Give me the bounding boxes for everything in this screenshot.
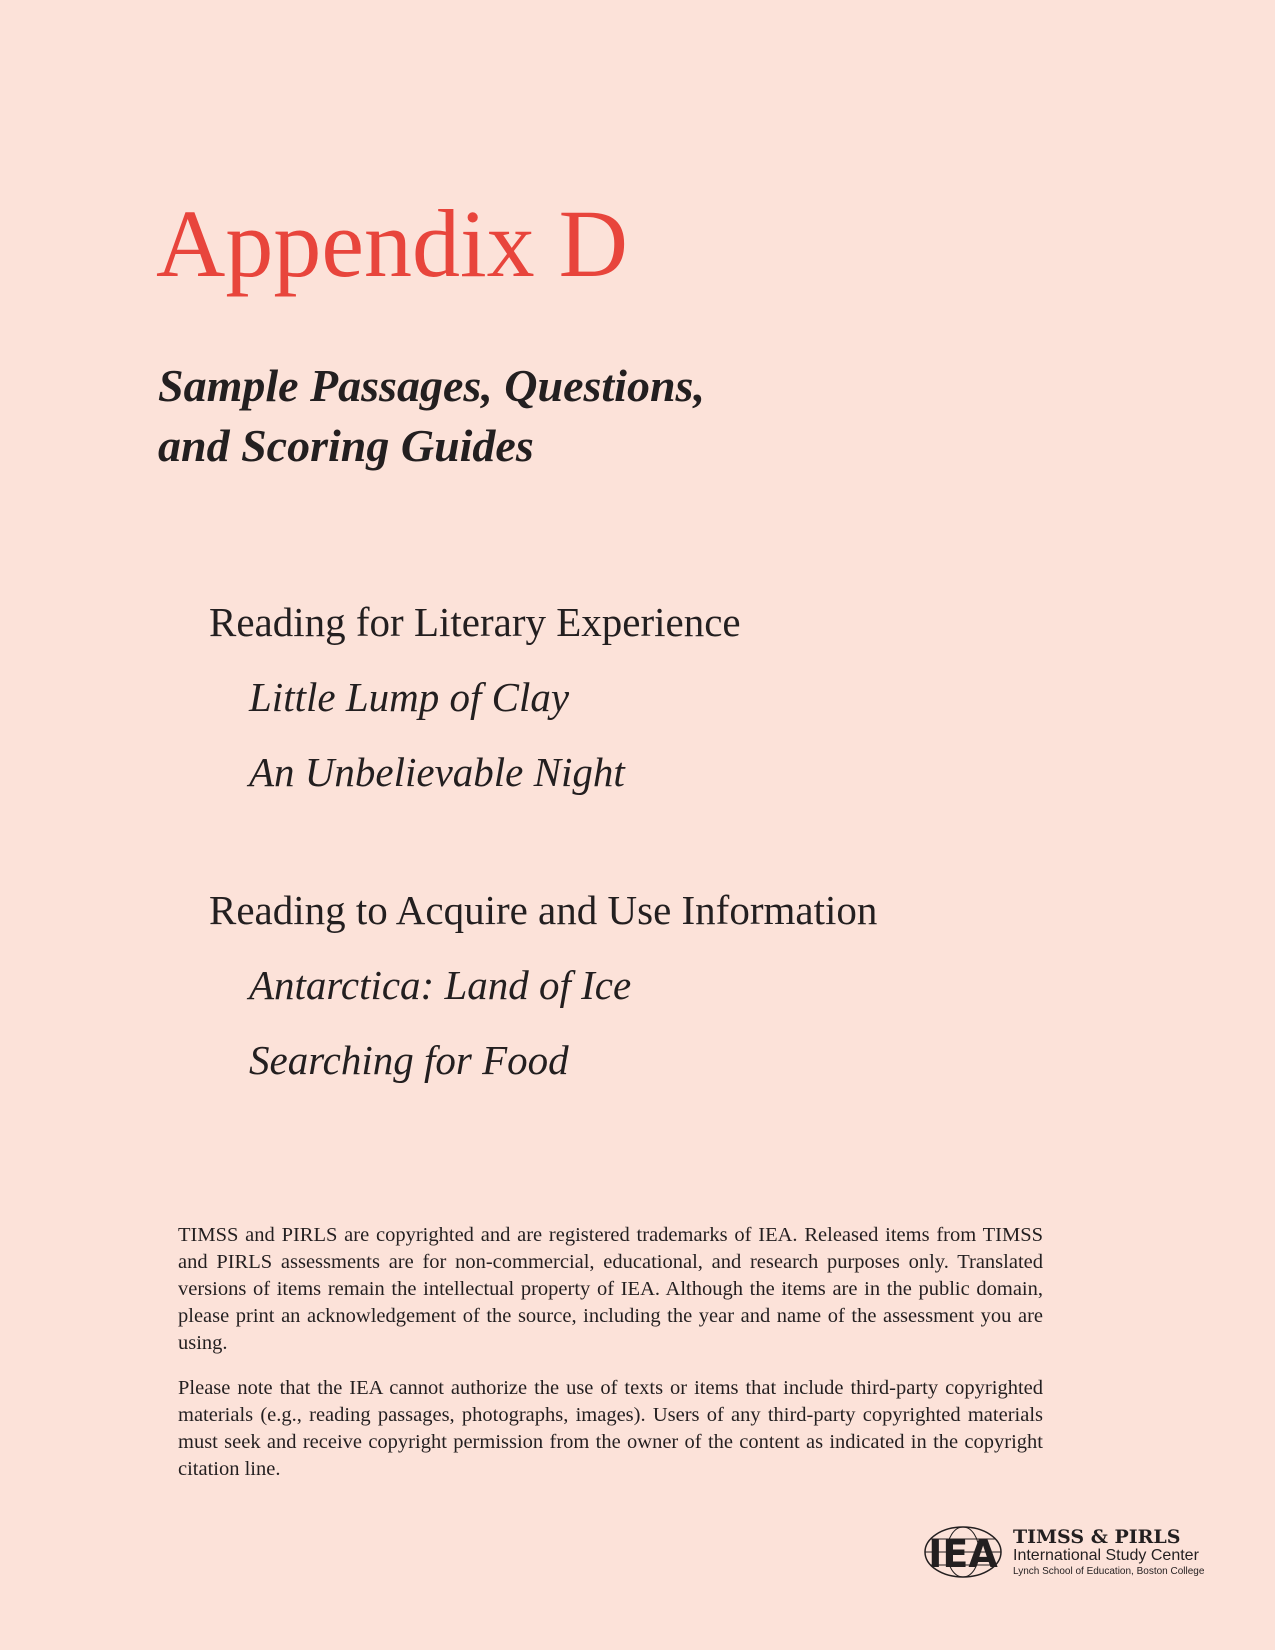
logo-mark-text: IEA (928, 1532, 998, 1576)
passage-title: Antarctica: Land of Ice (249, 962, 632, 1008)
passage-title: An Unbelievable Night (249, 749, 625, 795)
copyright-notice: TIMSS and PIRLS are copyrighted and are registered trademarks of IEA. Released items from TIMSS and PIRLS assessments are for non-commercial, educational, and research purposes only. Translated versions of items remain the intellectual property of IEA. Although the items are in the public domain, please print an acknowledgement of the source, including the year and name of the assessment you are using. (178, 1224, 1043, 1354)
timss-pirls-logo (923, 1526, 1203, 1582)
passage-title: Little Lump of Clay (249, 674, 570, 720)
subtitle-line: and Scoring Guides (158, 420, 534, 471)
page-subtitle (158, 356, 705, 476)
section-heading-literary: Reading for Literary Experience (209, 599, 741, 645)
third-party-notice: Please note that the IEA cannot authorize the use of texts or items that include third-party copyrighted materials (e.g., reading passages, photographs, images). Users of any third-party copyrighted materials must seek and receive copyright permission from the owner of the content as indicated in the copyright citation line. (178, 1377, 1043, 1480)
passage-title: Searching for Food (249, 1037, 569, 1083)
iea-globe-icon (923, 1526, 1003, 1578)
logo-center-name: International Study Center (1013, 1547, 1199, 1564)
subtitle-line: Sample Passages, Questions, (158, 360, 705, 411)
logo-school-name: Lynch School of Education, Boston College (1013, 1566, 1205, 1577)
page-title: Appendix D (156, 190, 628, 297)
section-heading-informational: Reading to Acquire and Use Information (209, 887, 878, 933)
logo-name: TIMSS & PIRLS (1013, 1526, 1181, 1548)
